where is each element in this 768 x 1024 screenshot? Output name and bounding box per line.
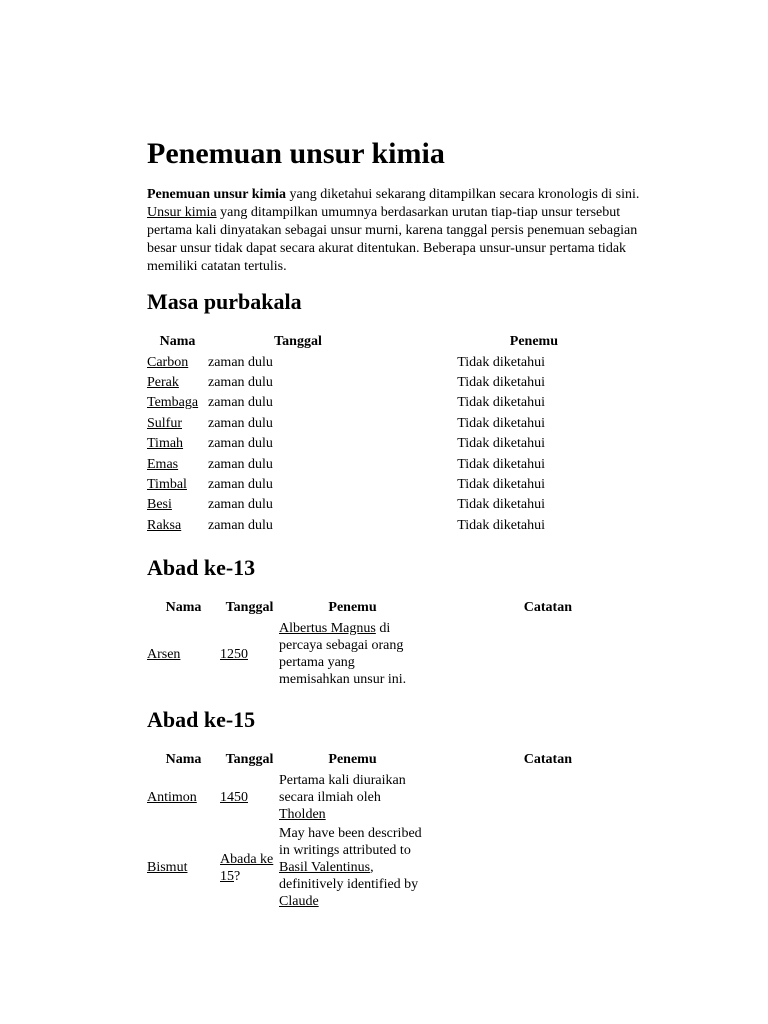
col-header-penemu: Penemu bbox=[328, 752, 377, 767]
tanggal-cell: zaman dulu bbox=[208, 374, 273, 390]
page-title: Penemuan unsur kimia bbox=[147, 137, 445, 170]
table-row bbox=[147, 771, 572, 824]
tanggal-cell: zaman dulu bbox=[208, 476, 273, 492]
intro-text-b: yang ditampilkan umumnya berdasarkan urutan tiap-tiap unsur tersebut pertama kali dinyatakan sebagai unsur murni, karena tanggal persis penemuan sebagian besar unsur tidak dapat secara akurat ditentukan. Beberapa unsur-unsur pertama tidak memiliki catatan tertulis. bbox=[147, 205, 638, 274]
element-link-raksa[interactable]: Raksa bbox=[147, 517, 182, 533]
penemu-cell: Tidak diketahui bbox=[457, 476, 545, 492]
tanggal-cell: zaman dulu bbox=[208, 354, 273, 370]
element-link-tembaga[interactable]: Tembaga bbox=[147, 395, 199, 411]
catatan-cell bbox=[426, 771, 572, 824]
penemu-cell bbox=[279, 771, 426, 824]
tanggal-cell: zaman dulu bbox=[208, 497, 273, 513]
tanggal-cell: zaman dulu bbox=[208, 517, 273, 533]
date-link-1250[interactable]: 1250 bbox=[220, 646, 248, 662]
penemu-cell: Tidak diketahui bbox=[457, 395, 545, 411]
penemu-cell: Tidak diketahui bbox=[457, 374, 545, 390]
century-15-table bbox=[147, 749, 572, 911]
col-header-tanggal: Tanggal bbox=[274, 334, 322, 350]
penemu-cell: Tidak diketahui bbox=[457, 354, 545, 370]
section-heading-13: Abad ke-13 bbox=[147, 555, 256, 580]
penemu-text: Pertama kali diuraikan secara ilmiah oleh bbox=[279, 773, 406, 805]
claude-link[interactable]: Claude bbox=[279, 894, 319, 909]
table-row bbox=[147, 619, 572, 689]
table-row bbox=[147, 824, 572, 911]
table-header-row bbox=[147, 597, 572, 619]
col-header-penemu: Penemu bbox=[509, 334, 558, 350]
unsur-kimia-link[interactable]: Unsur kimia bbox=[147, 205, 217, 220]
element-link-carbon[interactable]: Carbon bbox=[147, 354, 189, 370]
element-link-sulfur[interactable]: Sulfur bbox=[147, 415, 182, 431]
penemu-text-a: May have been described in writings attributed to bbox=[279, 826, 422, 858]
table-row bbox=[147, 475, 558, 495]
col-header-nama: Nama bbox=[165, 600, 202, 615]
catatan-cell bbox=[426, 619, 572, 689]
intro-paragraph bbox=[147, 186, 657, 276]
table-header-row bbox=[147, 332, 558, 352]
date-suffix: ? bbox=[234, 868, 241, 884]
element-link-timah[interactable]: Timah bbox=[147, 436, 184, 452]
tanggal-cell: zaman dulu bbox=[208, 456, 273, 472]
element-link-timbal[interactable]: Timbal bbox=[147, 476, 187, 492]
tanggal-cell bbox=[220, 824, 279, 911]
penemu-cell bbox=[279, 824, 426, 911]
col-header-nama: Nama bbox=[159, 334, 196, 350]
table-row bbox=[147, 352, 558, 372]
table-row bbox=[147, 414, 558, 434]
intro-text-a: yang diketahui sekarang ditampilkan secara kronologis di sini. bbox=[286, 187, 640, 202]
penemu-text-b: , definitively identified by bbox=[279, 860, 419, 892]
element-link-perak[interactable]: Perak bbox=[147, 374, 179, 390]
element-link-antimon[interactable]: Antimon bbox=[147, 790, 197, 805]
col-header-penemu: Penemu bbox=[328, 600, 377, 615]
penemu-cell: Tidak diketahui bbox=[457, 497, 545, 513]
penemu-cell: Tidak diketahui bbox=[457, 456, 545, 472]
table-row bbox=[147, 495, 558, 515]
date-link-1450[interactable]: 1450 bbox=[220, 790, 248, 805]
intro-bold-lead: Penemuan unsur kimia bbox=[147, 187, 286, 202]
element-link-besi[interactable]: Besi bbox=[147, 497, 172, 513]
section-heading-15: Abad ke-15 bbox=[147, 707, 256, 732]
table-header-row bbox=[147, 749, 572, 771]
penemu-cell: Tidak diketahui bbox=[457, 436, 545, 452]
date-link-abad-ke-15[interactable]: Abada ke 15 bbox=[220, 851, 274, 884]
century-13-table bbox=[147, 597, 572, 689]
table-row bbox=[147, 434, 558, 454]
element-link-arsen[interactable]: Arsen bbox=[147, 646, 181, 662]
tanggal-cell: zaman dulu bbox=[208, 436, 273, 452]
basil-valentinus-link[interactable]: Basil Valentinus bbox=[279, 860, 371, 875]
albertus-magnus-link[interactable]: Albertus Magnus bbox=[279, 621, 376, 636]
element-link-emas[interactable]: Emas bbox=[147, 456, 179, 472]
element-link-bismut[interactable]: Bismut bbox=[147, 860, 188, 875]
penemu-text: di percaya sebagai orang pertama yang memisahkan unsur ini. bbox=[279, 621, 407, 687]
ancient-table-body bbox=[147, 352, 558, 536]
table-row bbox=[147, 516, 558, 536]
col-header-tanggal: Tanggal bbox=[225, 752, 274, 767]
col-header-tanggal: Tanggal bbox=[225, 600, 274, 615]
table-row bbox=[147, 393, 558, 413]
col-header-catatan: Catatan bbox=[523, 752, 572, 767]
catatan-cell bbox=[426, 824, 572, 911]
section-heading-ancient: Masa purbakala bbox=[147, 289, 302, 314]
ancient-elements-table bbox=[147, 332, 558, 536]
table-row bbox=[147, 373, 558, 393]
penemu-cell: Tidak diketahui bbox=[457, 415, 545, 431]
col-header-catatan: Catatan bbox=[523, 600, 572, 615]
penemu-cell bbox=[279, 619, 426, 689]
tanggal-cell: zaman dulu bbox=[208, 415, 273, 431]
table-row bbox=[147, 454, 558, 474]
penemu-cell: Tidak diketahui bbox=[457, 517, 545, 533]
col-header-nama: Nama bbox=[165, 752, 202, 767]
tholden-link[interactable]: Tholden bbox=[279, 807, 326, 822]
tanggal-cell: zaman dulu bbox=[208, 395, 273, 411]
